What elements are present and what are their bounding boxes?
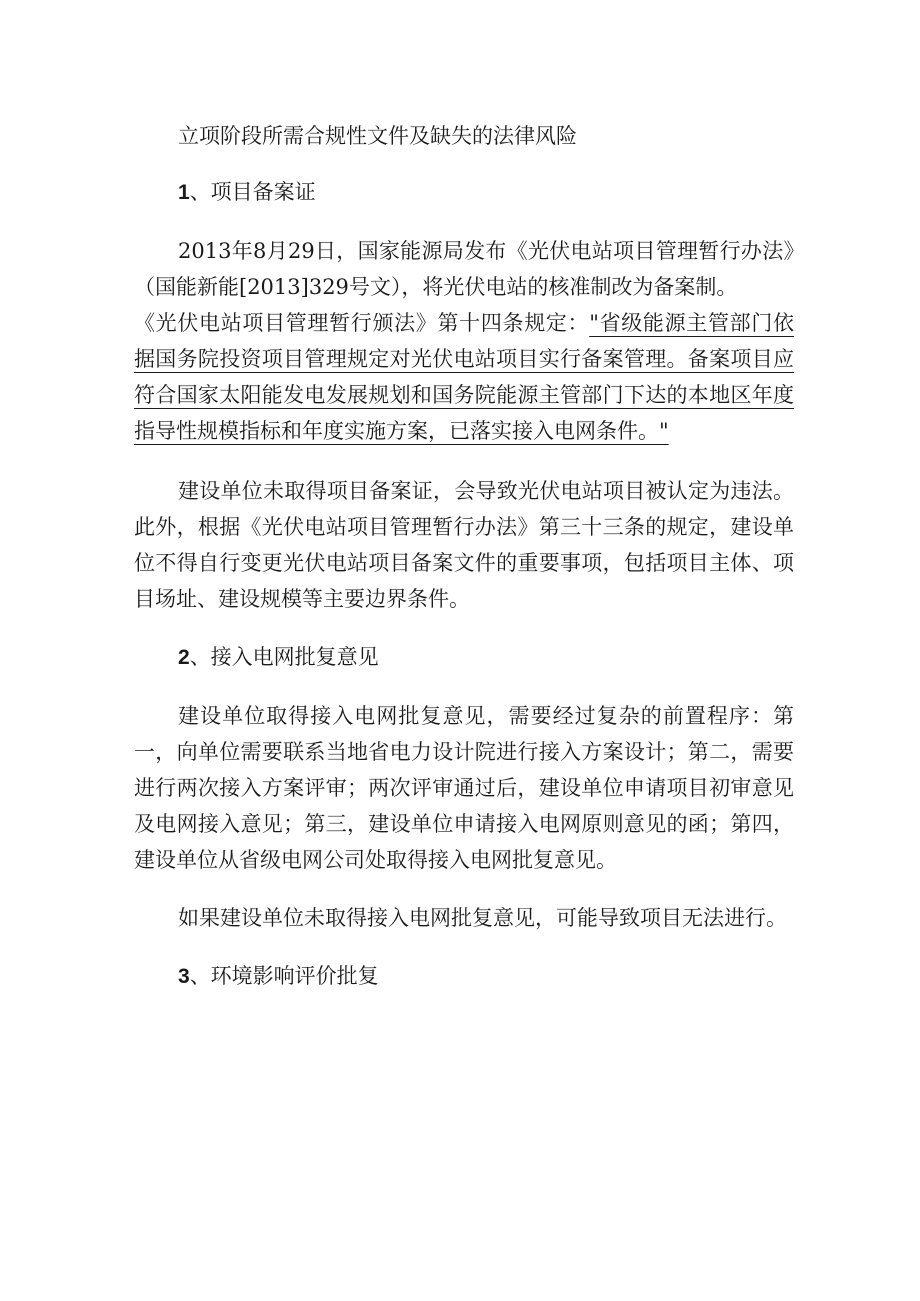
quoted-regulation: "省级能源主管部门依据国务院投资项目管理规定对光伏电站项目实行备案管理。备案项目应符合国家太阳能发电发展规划和国务院能源主管部门下达的本地区年度指导性规模指标和年度实施方案，已落实接入电网条件。" xyxy=(134,311,794,443)
section-heading-3 xyxy=(178,958,794,995)
document-body xyxy=(134,118,794,1017)
paragraph-1-2 xyxy=(134,305,794,449)
section-number-1: 1 xyxy=(178,181,190,204)
paragraph-1-1: 2013年8月29日，国家能源局发布《光伏电站项目管理暂行办法》（国能新能[2013]329号文），将光伏电站的核准制改为备案制。 xyxy=(134,239,794,299)
section-number-3: 3 xyxy=(178,965,190,988)
article-reference: 《光伏电站项目管理暂行颁法》第十四条规定： xyxy=(134,311,590,335)
section-title-2: 、接入电网批复意见 xyxy=(189,645,379,669)
section-number-2: 2 xyxy=(178,646,190,669)
section-heading-2 xyxy=(178,639,794,676)
paragraph-1-3: 建设单位未取得项目备案证，会导致光伏电站项目被认定为违法。此外，根据《光伏电站项目管理暂行办法》第三十三条的规定，建设单位不得自行变更光伏电站项目备案文件的重要事项，包括项目主体、项目场址、建设规模等主要边界条件。 xyxy=(134,479,794,611)
section-title-1: 、项目备案证 xyxy=(189,180,316,204)
document-title: 立项阶段所需合规性文件及缺失的法律风险 xyxy=(178,124,577,148)
section-title-3: 、环境影响评价批复 xyxy=(189,964,379,988)
section-heading-1 xyxy=(178,174,794,211)
paragraph-2-1: 建设单位取得接入电网批复意见，需要经过复杂的前置程序：第一，向单位需要联系当地省电力设计院进行接入方案设计；第二，需要进行两次接入方案评审；两次评审通过后，建设单位申请项目初审意见及电网接入意见；第三，建设单位申请接入电网原则意见的函；第四，建设单位从省级电网公司处取得接入电网批复意见。 xyxy=(134,704,794,872)
paragraph-2-2: 如果建设单位未取得接入电网批复意见，可能导致项目无法进行。 xyxy=(178,906,787,930)
